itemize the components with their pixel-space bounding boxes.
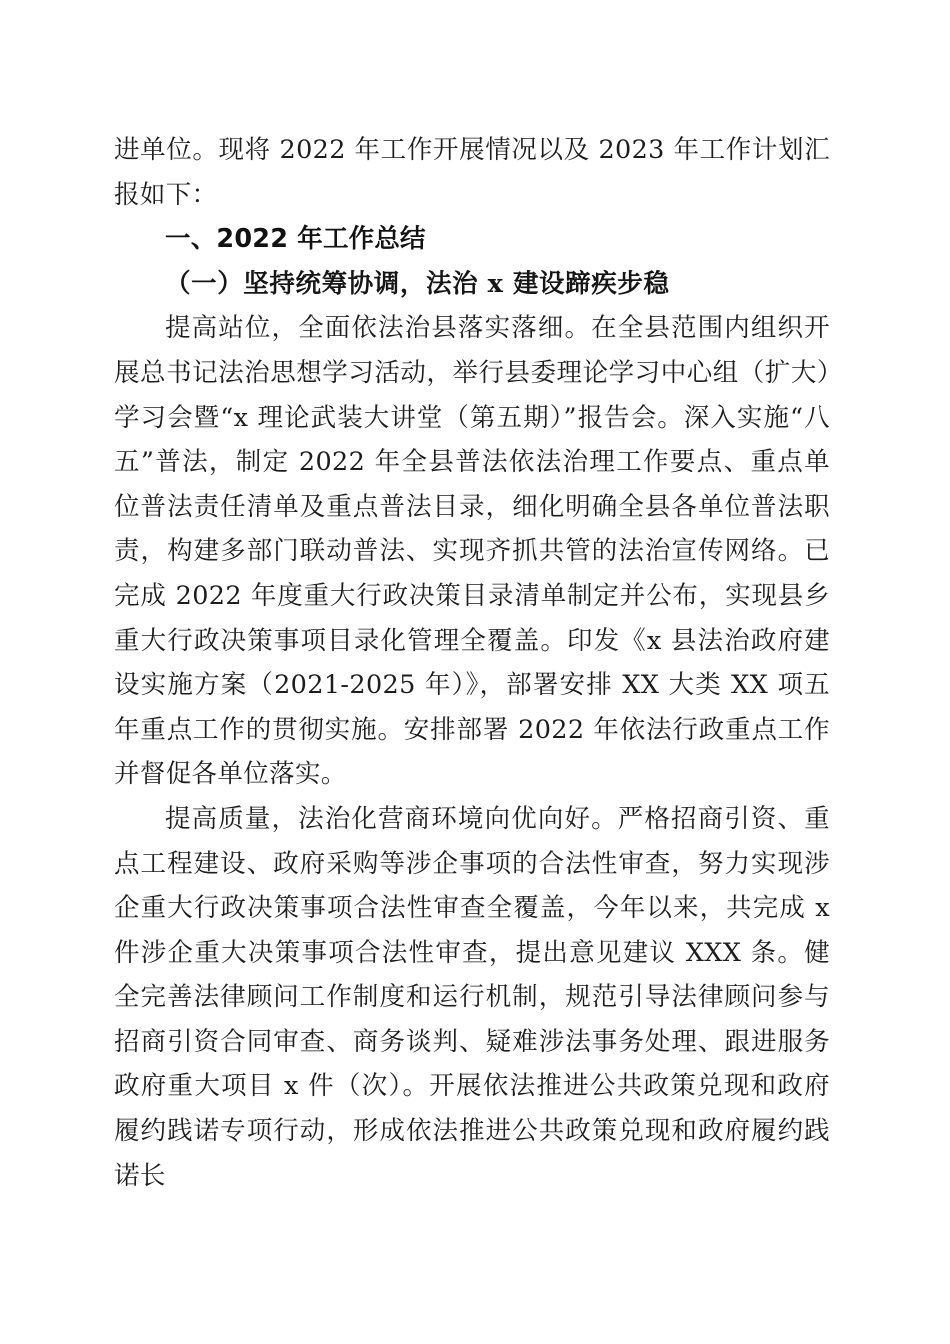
heading-level-1: 一、2022 年工作总结 [165, 224, 426, 255]
heading-level-2: （一）坚持统筹协调，法治 x 建设蹄疾步稳 [165, 268, 670, 299]
paragraph-continued-from-previous-page: 进单位。现将 2022 年工作开展情况以及 2023 年工作计划汇报如下： [114, 135, 830, 210]
document-text-column [114, 128, 830, 1198]
body-paragraph-2: 提高质量，法治化营商环境向优向好。严格招商引资、重点工程建设、政府采购等涉企事项的合法性审查，努力实现涉企重大行政决策事项合法性审查全覆盖，今年以来，共完成 x 件涉企重大决策事项合法性审查，提出意见建议 XXX 条。健全完善法律顾问工作制度和运行机制，规范引导法律顾问参与招商引资合同审查、商务谈判、疑难涉法事务处理、跟进服务政府重大项目 x 件（次）。开展依法推进公共政策兑现和政府履约践诺专项行动，形成依法推进公共政策兑现和政府履约践诺长 [114, 803, 830, 1191]
body-paragraph-1: 提高站位，全面依法治县落实落细。在全县范围内组织开展总书记法治思想学习活动，举行县委理论学习中心组（扩大）学习会暨“x 理论武装大讲堂（第五期）”报告会。深入实施“八五”普法，制定 2022 年全县普法依法治理工作要点、重点单位普法责任清单及重点普法目录，细化明确全县各单位普法职责，构建多部门联动普法、实现齐抓共管的法治宣传网络。已完成 2022 年度重大行政决策目录清单制定并公布，实现县乡重大行政决策事项目录化管理全覆盖。印发《x 县法治政府建设实施方案（2021-2025 年）》，部署安排 XX 大类 XX 项五年重点工作的贯彻实施。安排部署 2022 年依法行政重点工作并督促各单位落实。 [114, 313, 830, 790]
